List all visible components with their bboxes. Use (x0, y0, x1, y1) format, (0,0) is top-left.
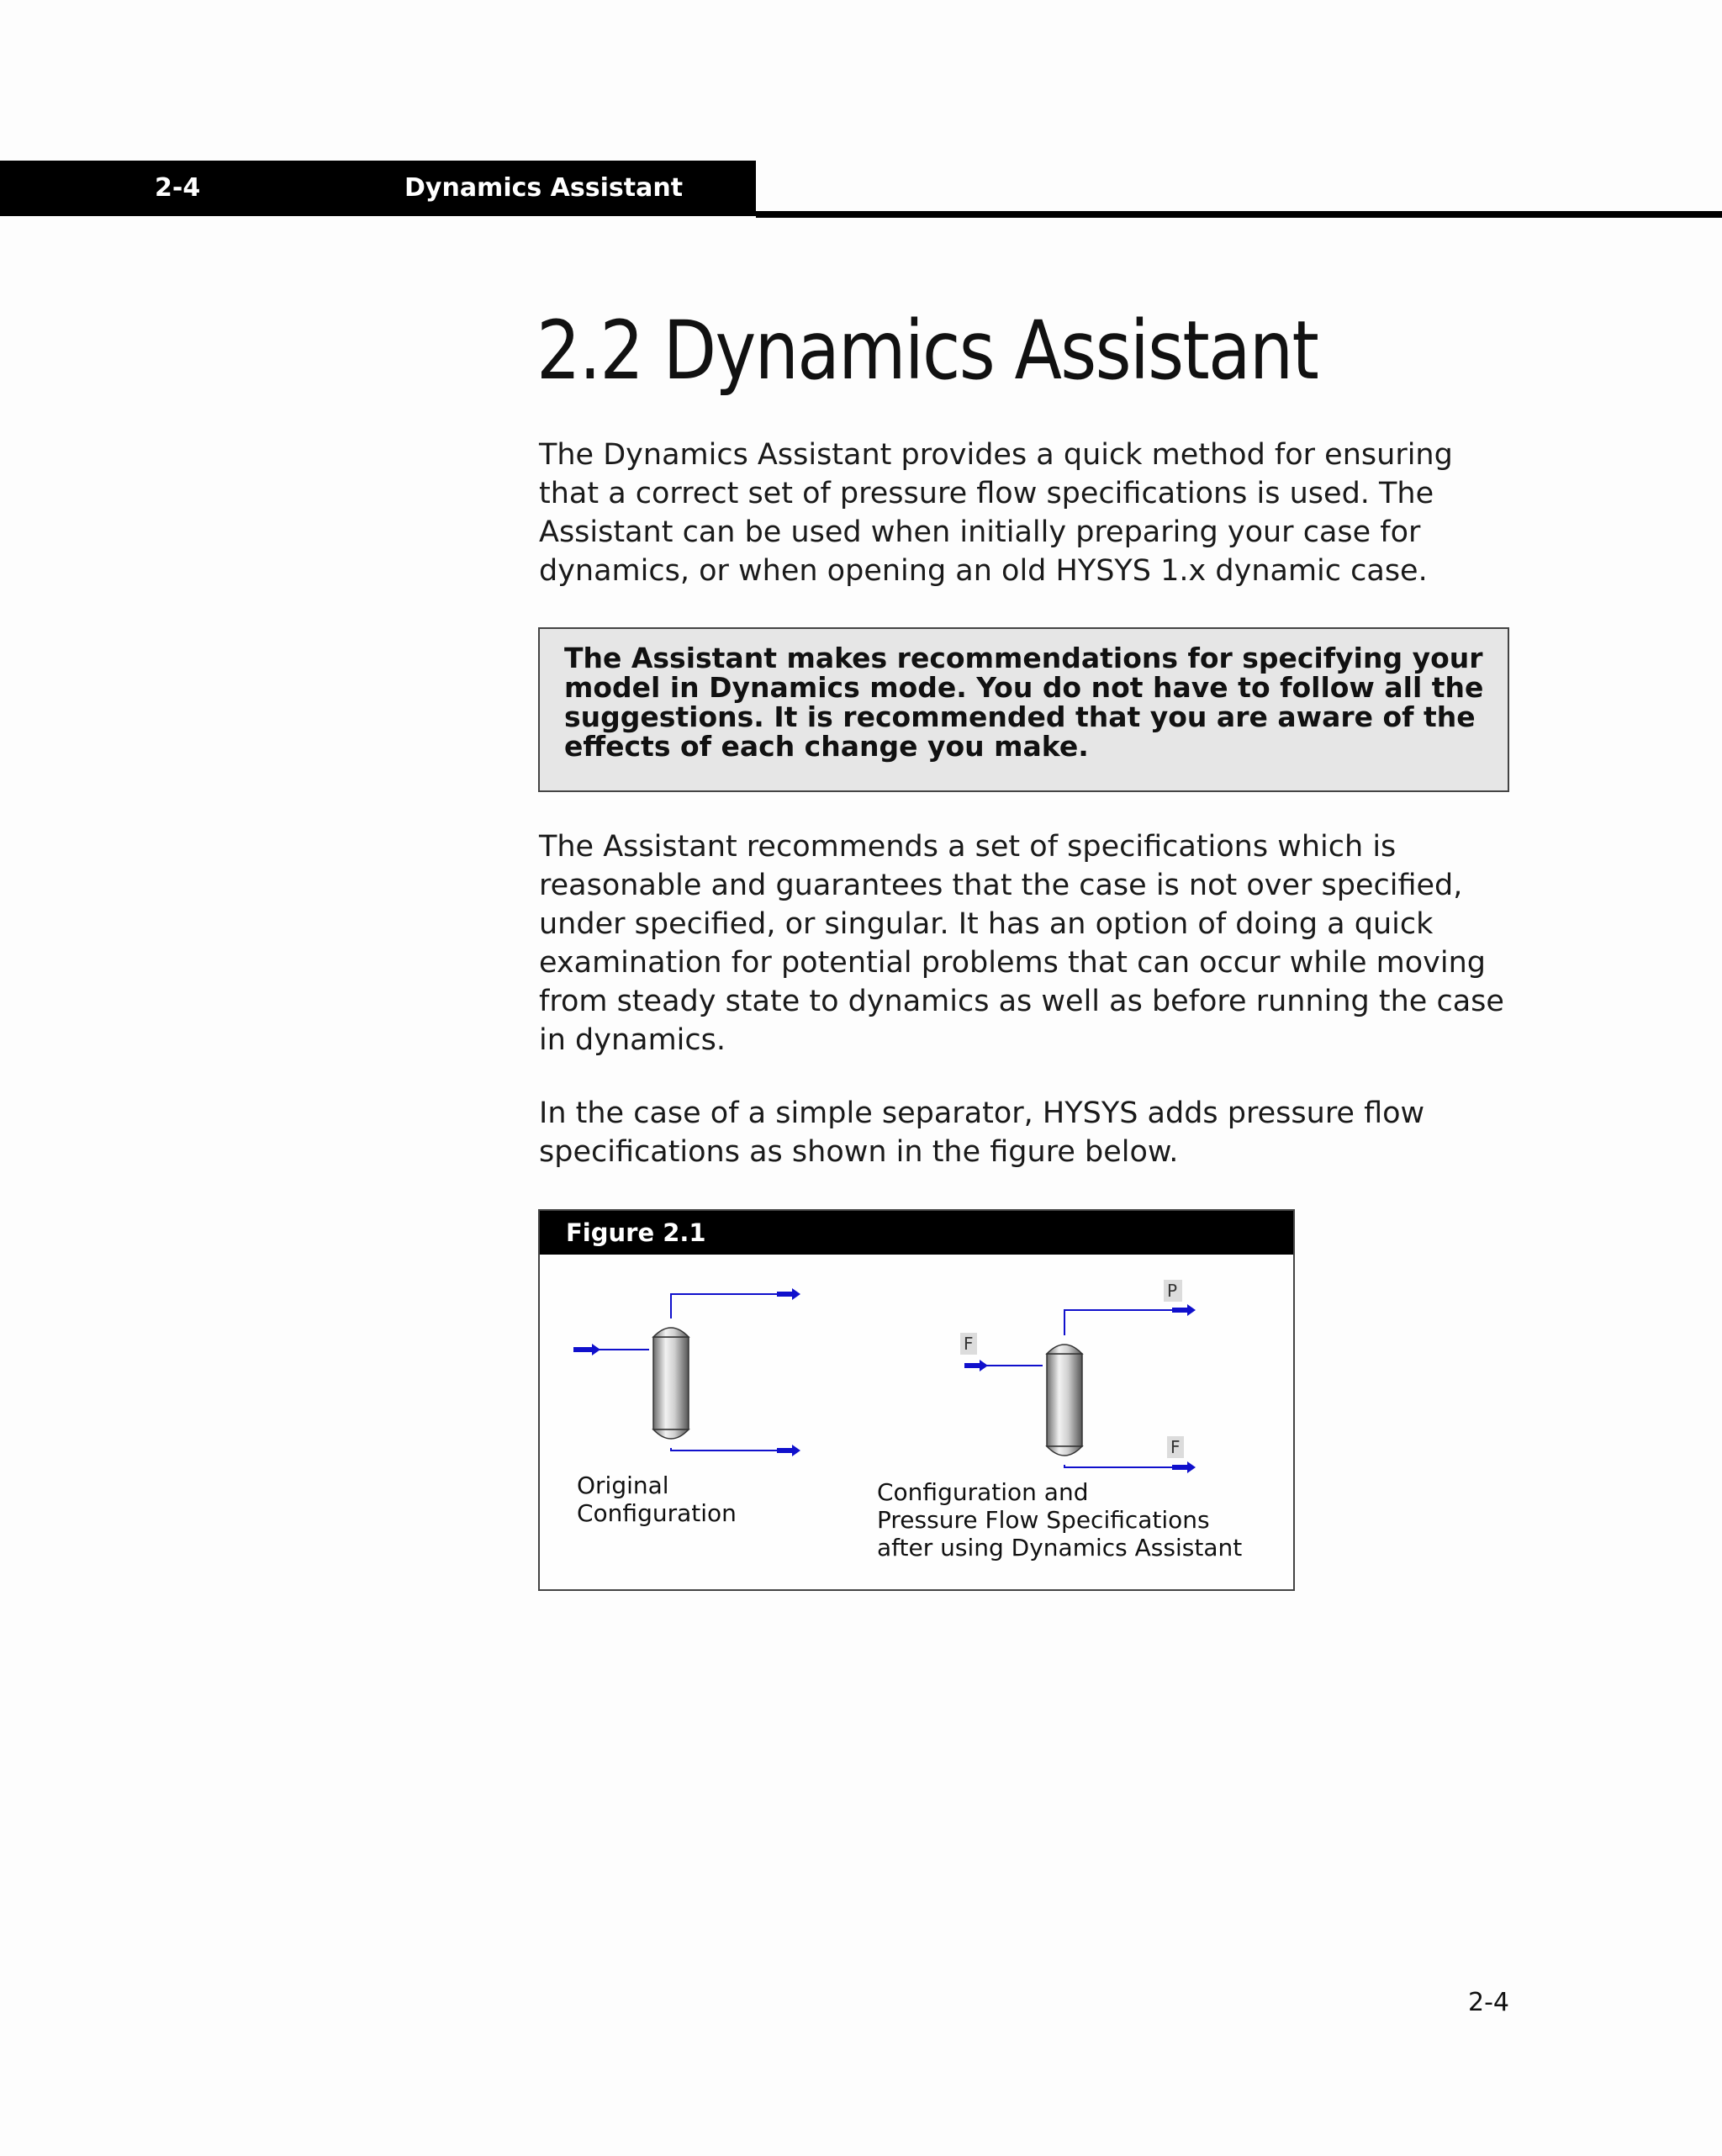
original-feed-arrow-icon (573, 1344, 600, 1355)
note-box (538, 627, 1509, 792)
original-separator-vessel-icon (653, 1328, 689, 1439)
caption-after-line-3: after using Dynamics Assistant (877, 1534, 1243, 1562)
assistant-feed-arrow-icon (964, 1360, 988, 1371)
pressure-spec-tag-label: P (1167, 1281, 1178, 1301)
original-vapour-arrow-icon (777, 1288, 800, 1300)
original-configuration-diagram (573, 1288, 800, 1456)
header-section-title: Dynamics Assistant (404, 173, 684, 203)
assistant-configuration-diagram (960, 1280, 1196, 1473)
intro-paragraph: The Dynamics Assistant provides a quick method for ensuring that a correct set of pressure flow specifications is used. The Assistant can be used when initially preparing your case for dynamics, or when opening an old HYSYS 1.x dynamic case. (539, 438, 1453, 588)
header-rule (756, 211, 1722, 218)
note-text: The Assistant makes recommendations for specifying your model in Dynamics mode. You do not have to follow all the suggestions. It is recommended that you are aware of the effects of each change you make. (564, 642, 1484, 763)
original-liquid-arrow-icon (777, 1445, 800, 1456)
feed-spec-tag-label: F (964, 1334, 974, 1354)
header-page-number: 2-4 (155, 173, 201, 203)
assistant-vapour-stream (1064, 1310, 1187, 1335)
assistant-liquid-stream (1064, 1465, 1187, 1467)
original-vapour-stream (671, 1294, 792, 1318)
caption-after-line-2: Pressure Flow Specifications (877, 1506, 1210, 1534)
figure-box (538, 1209, 1295, 1591)
liquid-flow-spec-tag-label: F (1170, 1437, 1181, 1457)
caption-original-configuration: Original Configuration (577, 1472, 737, 1527)
page-title: 2.2 Dynamics Assistant (536, 304, 1318, 398)
assistant-liquid-arrow-icon (1172, 1461, 1196, 1473)
caption-after-assistant (877, 1478, 1281, 1562)
separator-paragraph: In the case of a simple separator, HYSYS adds pressure flow specifications as shown in the figure below. (539, 1096, 1425, 1169)
figure-title: Figure 2.1 (566, 1218, 706, 1247)
original-liquid-stream (671, 1448, 792, 1451)
footer-page-number: 2-4 (1468, 1988, 1509, 2017)
recommend-paragraph: The Assistant recommends a set of specifications which is reasonable and guarantees that the case is not over specified, under specified, or singular. It has an option of doing a quick examination for potential problems that can occur while moving from steady state to dynamics as well as before running the case in dynamics. (539, 830, 1504, 1057)
assistant-separator-vessel-icon (1047, 1345, 1082, 1456)
assistant-vapour-arrow-icon (1172, 1304, 1196, 1316)
caption-after-line-1: Configuration and (877, 1478, 1089, 1506)
